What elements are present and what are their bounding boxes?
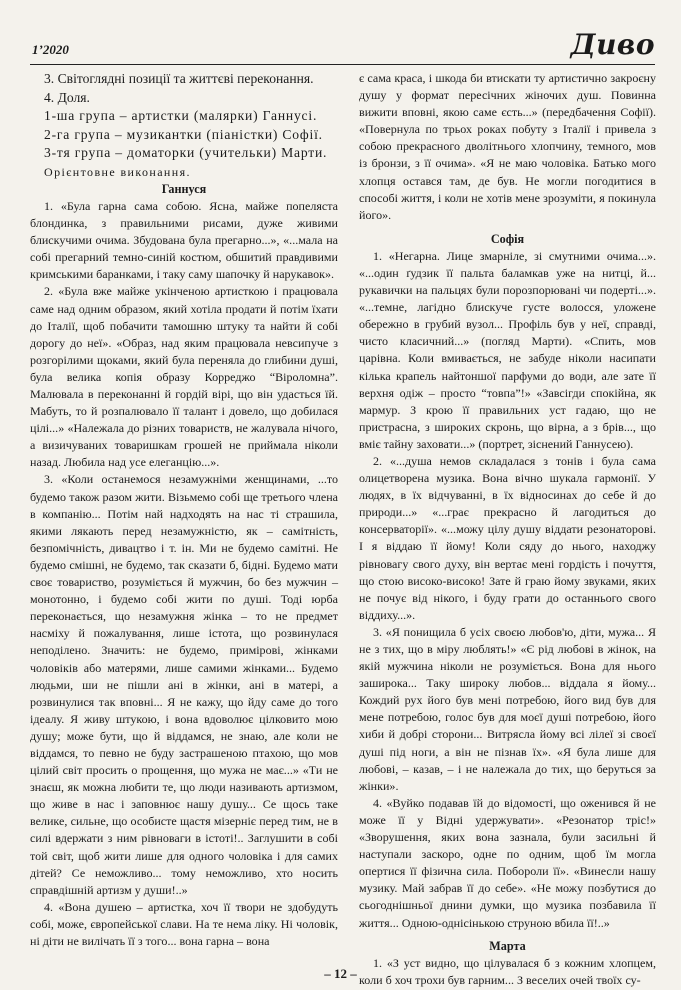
magazine-logo: Диво	[570, 28, 655, 61]
paragraph: 4. «Вона душею – артистка, хоч її твори не здобудуть собі, може, європейської слави. На те нема ліку. Ні чоловік, ні діти не вилічать її з того... вона гарна – вона	[30, 899, 338, 948]
paragraph: 4. «Вуйко подавав їй до відомості, що оженився й не може її у Відні удержувати». «Резонатор тріс!» «Зворушення, яких вона зазнала, були засильні й наступали заскоро, одне по одним, щоб їм могла опертися її фізична сила. Побороли її». «Винесли нашу музику. Май забрав її до себе». «Не можу позбутися до сьогоднішньої днини думки, що музика позбавила її життя... Одною-однісінькою струною вбила її!..»	[359, 795, 656, 930]
issue-number: 1’2020	[32, 42, 69, 57]
list-item: 1-ша група – артистки (малярки) Ганнусі.	[44, 108, 318, 124]
paragraph: 1. «Була гарна сама собою. Ясна, майже попеляста блондинка, з правильними рисами, дуже живими блискучими очима. Збудована була прегарно...», «...мала на собі прегарний темно-синій костюм, обшитий правдивими кримськими баранками, і таку саму шапочку й нарукавок».	[30, 198, 338, 282]
paragraph: 2. «...душа немов складалася з тонів і була сама олицетворена музика. Вона вічно шукала гармонії. У людях, в їх відчуванні, в їх відносинах до себе й до природи...» «...грає прекрасно й лагодиться до консерваторії». «...можу цілу душу віддати резонаторові. І я віддаю її йому! Коли сяду до нього, находжу рівновагу свого духу, він вертає мені гордість і почуття, що стою високо-високо! Зате й граю йому звуками, яких не почує від нікого, і буду грати до останнього свого віддиху...».	[359, 453, 656, 622]
paragraph: 3. «Коли останемося незамужніми женщинами, ...то будемо також разом жити. Візьмемо собі ще третього члена в компанію... Потім най надходять на нас ті страшила, якими лякають перед незамужністю, як – самітність, безпомічність, дивацтво і т. ін. Ми не будемо самітні. Не будемо смішні, не будемо, так сказати б, бідні. Будемо мати своє товариство, розуміється й мужчин, бо без мужчин – монотонно, і будемо собі жити по душі. Тоді юрба переконається, що незамужня жінка – то не предмет насміху й пожалування, лише істота, що розвинулася неподілено. Значить: не будемо, примірові, жінками чоловіків або матерями, лише самими жінками... Будемо людьми, ши не пішли ані в жінки, ані в матері, а розвинулися так вповні... Я не кажу, що йду саме до того ідеалу. Я живу штукою, і вона вдоволює цілковито мою душу; може бути, що й віддамся, не знаю, але коли не віддамся, то певно не буду застрашеною птахою, що мов цілий світ просить о прощення, що мужа не має...» «Ти не знаєш, як можна любити те, що люди називають артизмом, що живе в нас і заповнює нашу душу... Се щось таке велике, сильне, що особисте щастя мізерніє перед тим, не в силі вдержати з ним рівноваги в істоті!.. Заглушити в собі той світ, щоб жити лише для одного чоловіка і для самих дітей? Се неможливо... тому неможливо, хто носить справдішній артизм у души!..»	[30, 472, 338, 897]
paragraph: 1. «З уст видно, що цілувалася б з кожним хлопцем, коли б хоч трохи був гарним... З веселих очей твоїх су-	[359, 955, 656, 987]
list-item: 3. Світоглядні позиції та життєві переконання.	[44, 71, 314, 86]
page-header	[30, 30, 655, 60]
list-item: 4. Доля.	[44, 89, 90, 105]
list-item: 3-тя група – доматорки (учительки) Марти.	[44, 145, 328, 161]
section-title-marta: Марта	[489, 938, 526, 953]
paragraph: є сама краса, і шкода би втискати ту артистичнo закроєну душу у формат пересічних жіночих душ. Повинна вижити вповні, якою саме єсть...» (передбачення Софії). «Повернула по трьох роках побуту з Італії і привела з собою прекрасного дволітнього хлопчину, темного, мов із бронзи, з її очима». «Я не маю чоловіка. Батько мого хлопця остався там, де був. Не могли погодитися в способі життя, і коли не хотів мене зрозуміти, я покинула його».	[359, 71, 656, 222]
note-line: Орієнтовне виконання.	[44, 164, 191, 179]
right-column	[359, 70, 656, 989]
section-title-sofia: Софія	[490, 231, 525, 246]
paragraph: 3. «Я понищила б усіх своєю любов'ю, діти, мужа... Я не з тих, що в міру люблять!» «Є рід любові в жінок, на якій мужчина ніколи не розуміється. Вона для нього заширока... Таку широку любов... віддала я йому... Кождий рух його був мені потребою, його вид був для мене потребою, голос був для моєї душі потребою, його хиби й добрі сторони... Витрясла йому всі лілеї зі своєї душі під ноги, а він не пізнав їх». «Я була лише для любові, – казав, – і не належала до тих, що беруться за жінки».	[359, 624, 656, 793]
list-item: 2-га група – музикантки (піаністки) Софії.	[44, 126, 323, 142]
header-rule	[30, 64, 655, 65]
paragraph: 1. «Негарна. Лице змарніле, зі смутними очима...». «...один ґудзик її пальта баламкав уже на нитці, й... рукавички на пальцях були порозпорювані чи подерті...». «...темне, лагідно блискуче густе волосся, уложене обережно в грубий вузол... Профіль був у неї, справді, чисто класичний...» (погляд Марти). «Спить, мов царівна. Коли вмивається, не забуде ніколи насипати кілька крапель найтоншої парфуми до води, але зате її верхня одіж – просто “товпа”!» «Завсігди спокійна, як мармур. З крою її правильних уст гадаю, що не пристрасна, з широких скронь, що вірна, а з брів..., що вміє тайну заховати...» (портрет, зіснений Ганнусею).	[359, 248, 656, 451]
paragraph: 2. «Була вже майже укінченою артисткою і працювала саме над одним образом, який хотіла продати й потім їхати до Італії, щоб побачити тамошню штуку та найти й собі дорогу до неї». «Образ, над яким працювала невсипуче з розгорілими щоками, який була переняла до глибини душі, була велика копія образу Корреджо “Віроломна”. Малювала в переконанні й гордій вірі, що він удасться їй. Мабуть, то й розпалювало її талант і довело, що добилася цілі...» «Належала до різних товариств, не жалувала нічого, а визичуваних товаришкам грошей не приймала ніколи назад. Любила над усе елеганцію...».	[30, 284, 338, 470]
left-column	[30, 70, 338, 950]
page-number: – 12 –	[324, 966, 357, 981]
section-title-hannusia: Ганнуся	[161, 181, 207, 196]
